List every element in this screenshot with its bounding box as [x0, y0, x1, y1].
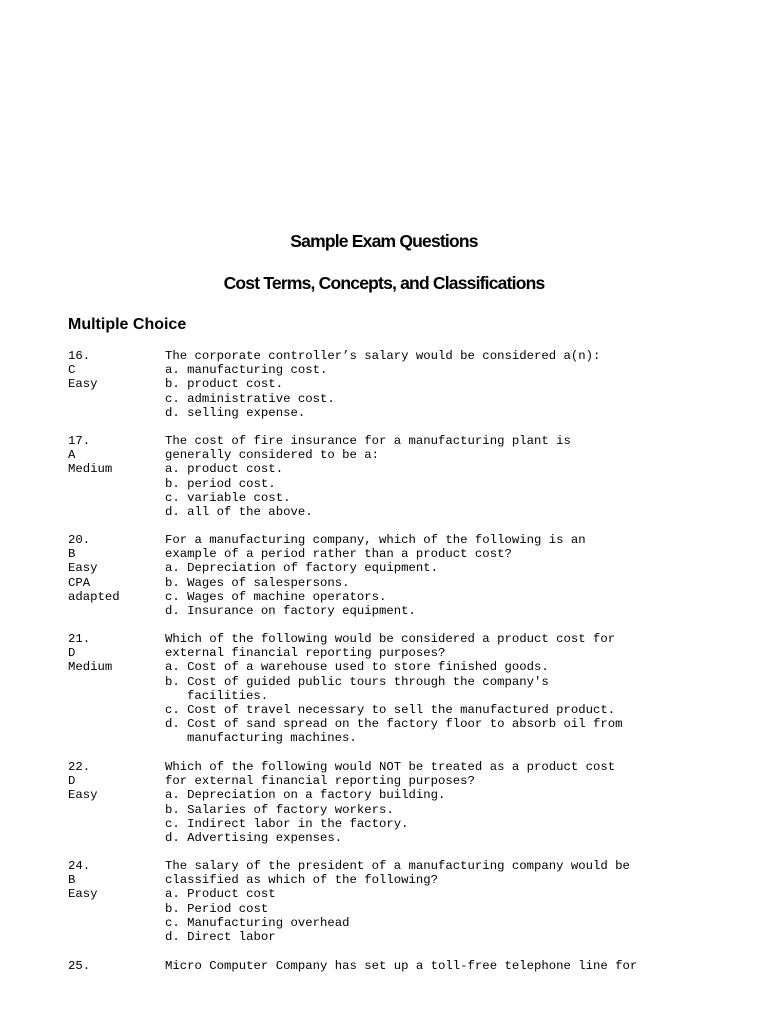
- question-number: 22.: [68, 760, 91, 774]
- question-stem-line: The corporate controller’s salary would be considered a(n):: [165, 349, 601, 363]
- answer-option: a. Product cost: [165, 887, 276, 902]
- answer-option: d. all of the above.: [165, 504, 313, 519]
- question-stem-line: The salary of the president of a manufacturing company would be: [165, 859, 630, 873]
- question-stem-line: external financial reporting purposes?: [165, 646, 446, 661]
- answer-option: a. product cost.: [165, 462, 284, 477]
- question-body: [165, 434, 665, 519]
- answer-option: b. Cost of guided public tours through the company's: [165, 674, 549, 689]
- question-stem-line: Micro Computer Company has set up a toll-free telephone line for: [165, 959, 638, 973]
- question-meta: [68, 859, 163, 902]
- difficulty-tag: Medium: [68, 462, 113, 477]
- question-stem-line: classified as which of the following?: [165, 873, 439, 888]
- question-stem-line: Which of the following would be considered a product cost for: [165, 632, 616, 646]
- question-number: 25.: [68, 959, 91, 973]
- question-stem-line: The cost of fire insurance for a manufacturing plant is: [165, 434, 571, 448]
- question-meta: [68, 434, 163, 477]
- answer-option: a. Depreciation on a factory building.: [165, 788, 446, 803]
- difficulty-tag: Medium: [68, 660, 113, 675]
- answer-key: B: [68, 547, 76, 562]
- question-body: [165, 533, 665, 618]
- answer-option: c. Indirect labor in the factory.: [165, 816, 409, 831]
- question-body: [165, 959, 665, 973]
- question-body: [165, 349, 665, 420]
- answer-option: c. administrative cost.: [165, 391, 335, 406]
- answer-key: B: [68, 873, 76, 888]
- answer-option: a. Cost of a warehouse used to store finished goods.: [165, 660, 549, 675]
- question-stem-line: For a manufacturing company, which of the following is an: [165, 533, 586, 547]
- difficulty-tag: Easy: [68, 788, 98, 803]
- answer-option: b. Salaries of factory workers.: [165, 802, 394, 817]
- difficulty-tag: Easy: [68, 377, 98, 392]
- page-title: Sample Exam Questions: [290, 231, 478, 251]
- page-subtitle: Cost Terms, Concepts, and Classifications: [223, 273, 545, 293]
- answer-option: a. Depreciation of factory equipment.: [165, 561, 439, 576]
- question-number: 21.: [68, 632, 91, 646]
- answer-option: d. selling expense.: [165, 405, 306, 420]
- answer-key: D: [68, 774, 76, 789]
- answer-option: a. manufacturing cost.: [165, 363, 328, 378]
- answer-option: c. Manufacturing overhead: [165, 915, 350, 930]
- question-meta: [68, 349, 163, 392]
- answer-option: c. Wages of machine operators.: [165, 589, 387, 604]
- section-heading: Multiple Choice: [68, 316, 187, 333]
- answer-option: b. product cost.: [165, 377, 284, 392]
- answer-option: d. Cost of sand spread on the factory floor to absorb oil from: [165, 717, 623, 732]
- answer-key: D: [68, 646, 76, 661]
- question-meta: [68, 632, 163, 675]
- question-number: 24.: [68, 859, 91, 873]
- difficulty-tag: CPA: [68, 575, 91, 590]
- answer-option: d. Insurance on factory equipment.: [165, 603, 416, 618]
- question-stem-line: generally considered to be a:: [165, 448, 380, 463]
- answer-option: b. Period cost: [165, 901, 269, 916]
- question-stem-line: Which of the following would NOT be treated as a product cost: [165, 760, 616, 774]
- question-stem-line: example of a period rather than a product cost?: [165, 547, 512, 562]
- question-body: [165, 859, 665, 944]
- answer-option: d. Advertising expenses.: [165, 830, 343, 845]
- difficulty-tag: Easy: [68, 887, 98, 902]
- difficulty-tag: adapted: [68, 589, 120, 604]
- question-body: [165, 632, 665, 746]
- question-stem-line: for external financial reporting purposes?: [165, 774, 475, 789]
- answer-option: c. variable cost.: [165, 490, 291, 505]
- answer-option: c. Cost of travel necessary to sell the manufactured product.: [165, 702, 616, 717]
- question-meta: [68, 959, 163, 973]
- question-meta: [68, 760, 163, 803]
- answer-option: d. Direct labor: [165, 929, 276, 944]
- answer-key: A: [68, 448, 76, 463]
- answer-option: b. period cost.: [165, 476, 276, 491]
- difficulty-tag: Easy: [68, 561, 98, 576]
- question-number: 17.: [68, 434, 91, 448]
- question-number: 20.: [68, 533, 91, 547]
- answer-option: facilities.: [187, 688, 269, 703]
- question-meta: [68, 533, 163, 604]
- answer-option: manufacturing machines.: [187, 731, 357, 746]
- question-body: [165, 760, 665, 845]
- answer-option: b. Wages of salespersons.: [165, 575, 350, 590]
- answer-key: C: [68, 363, 76, 378]
- question-number: 16.: [68, 349, 91, 363]
